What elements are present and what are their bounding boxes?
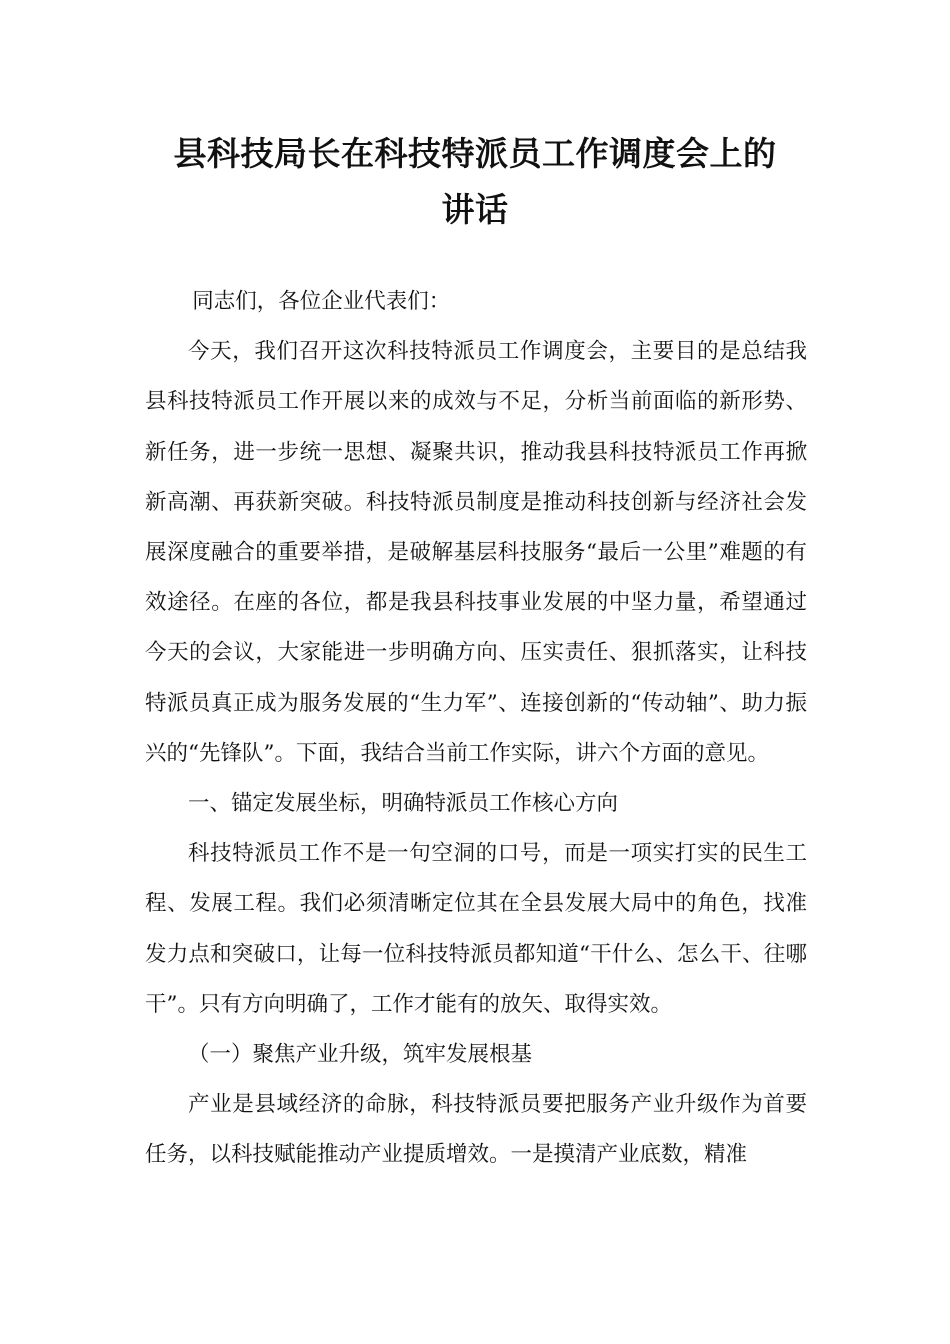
intro-paragraph: 今天，我们召开这次科技特派员工作调度会，主要目的是总结我县科技特派员工作开展以来的成效与不足，分析当前面临的新形势、新任务，进一步统一思想、凝聚共识，推动我县科技特派员工作再掀新高潮、再获新突破。科技特派员制度是推动科技创新与经济社会发展深度融合的重要举措，是破解基层科技服务“最后一公里”难题的有效途径。在座的各位，都是我县科技事业发展的中坚力量，希望通过今天的会议，大家能进一步明确方向、压实责任、狠抓落实，让科技特派员真正成为服务发展的“生力军”、连接创新的“传动轴”、助力振兴的“先锋队”。下面，我结合当前工作实际，讲六个方面的意见。	[145, 339, 807, 766]
title-line-2: 讲话	[441, 190, 509, 229]
document-body	[145, 277, 807, 1181]
subsection-1-paragraph: 产业是县域经济的命脉，科技特派员要把服务产业升级作为首要任务，以科技赋能推动产业提质增效。一是摸清产业底数，精准	[145, 1092, 807, 1168]
section-heading-1: 一、锚定发展坐标，明确特派员工作核心方向	[188, 791, 619, 817]
title-line-1: 县科技局长在科技特派员工作调度会上的	[173, 134, 777, 173]
document-title	[140, 126, 810, 238]
subsection-heading-1: （一）聚焦产业升级，筑牢发展根基	[188, 1042, 533, 1068]
section-1-paragraph: 科技特派员工作不是一句空洞的口号，而是一项实打实的民生工程、发展工程。我们必须清晰定位其在全县发展大局中的角色，找准发力点和突破口，让每一位科技特派员都知道“干什么、怎么干、往哪干”。只有方向明确了，工作才能有的放矢、取得实效。	[145, 841, 807, 1017]
salutation-paragraph: 同志们，各位企业代表们：	[192, 289, 451, 314]
